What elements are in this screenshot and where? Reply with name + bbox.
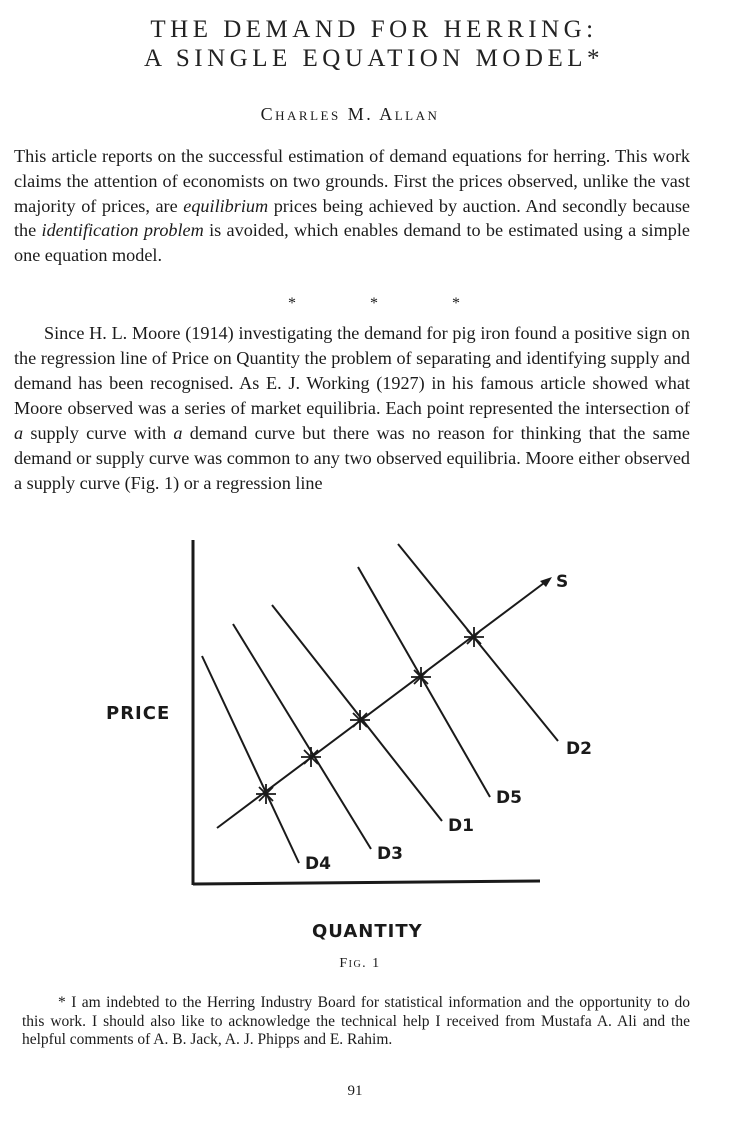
demand-curve-d4 bbox=[202, 656, 299, 863]
demand-curve-d3 bbox=[233, 624, 371, 849]
x-axis-label: QUANTITY bbox=[312, 921, 423, 942]
equilibrium-point-1 bbox=[256, 784, 276, 804]
demand-curve-d5 bbox=[358, 567, 490, 797]
section-separator: * * * bbox=[288, 295, 460, 312]
equilibrium-point-3 bbox=[350, 710, 370, 730]
body-emphasis-2: a bbox=[173, 423, 183, 443]
abstract-emphasis-2: identification problem bbox=[41, 220, 204, 241]
demand-label-d2: D2 bbox=[566, 739, 592, 759]
body-paragraph bbox=[14, 321, 690, 496]
figure-1 bbox=[90, 535, 650, 955]
x-axis bbox=[193, 881, 540, 884]
figure-caption: Fig. 1 bbox=[339, 956, 381, 971]
demand-curve-d2 bbox=[398, 544, 558, 741]
demand-label-d4: D4 bbox=[305, 854, 331, 874]
demand-label-d5: D5 bbox=[496, 788, 522, 808]
body-text-1: Since H. L. Moore (1914) investigating the demand for pig iron found a positive sign on the regression line of Price on Quantity the problem of separating and identifying supply and demand has been recognised. As E. J. Working (1927) in his famous article showed what Moore observed was a series of market equilibria. Each point represented the intersection of bbox=[14, 323, 690, 418]
demand-curve-d1 bbox=[272, 605, 442, 821]
equilibrium-point-5 bbox=[464, 627, 484, 647]
body-text-3: demand curve but there was no reason for thinking that the same demand or supply curve was common to any two observed equilibria. Moore either observed a supply curve (Fig. 1) or a regression line bbox=[14, 423, 690, 493]
footnote: * I am indebted to the Herring Industry Board for statistical information and the opportunity to do this work. I should also like to acknowledge the technical help I received from Mustafa A. Ali and the helpful comments of A. B. Jack, A. J. Phipps and E. Rahim. bbox=[22, 994, 690, 1048]
demand-label-d3: D3 bbox=[377, 844, 403, 864]
abstract-paragraph bbox=[14, 144, 690, 268]
body-emphasis-1: a bbox=[14, 423, 24, 443]
body-text-2: supply curve with bbox=[23, 423, 174, 443]
article-title-line-2: A SINGLE EQUATION MODEL* bbox=[143, 45, 605, 72]
author-name: Charles M. Allan bbox=[260, 104, 440, 124]
abstract-text-2: prices being achieved by auction. And secondly because the bbox=[14, 195, 691, 241]
demand-label-d1: D1 bbox=[448, 816, 474, 836]
abstract-text-1: This article reports on the successful estimation of demand equations for herring. This work claims the attention of economists on two grounds. First the prices observed, unlike the vast majority of prices, are bbox=[14, 146, 690, 216]
page-number: 91 bbox=[347, 1083, 363, 1099]
abstract-emphasis-1: equilibrium bbox=[183, 195, 269, 216]
equilibrium-point-2 bbox=[301, 747, 321, 767]
abstract-text-3: is avoided, which enables demand to be estimated using a simple one equation model. bbox=[14, 220, 690, 266]
supply-demand-diagram bbox=[90, 535, 650, 955]
y-axis-label: PRICE bbox=[106, 703, 171, 724]
equilibrium-point-4 bbox=[411, 667, 431, 687]
supply-curve-label: S bbox=[556, 572, 569, 592]
article-title-line-1: THE DEMAND FOR HERRING: bbox=[150, 16, 598, 43]
